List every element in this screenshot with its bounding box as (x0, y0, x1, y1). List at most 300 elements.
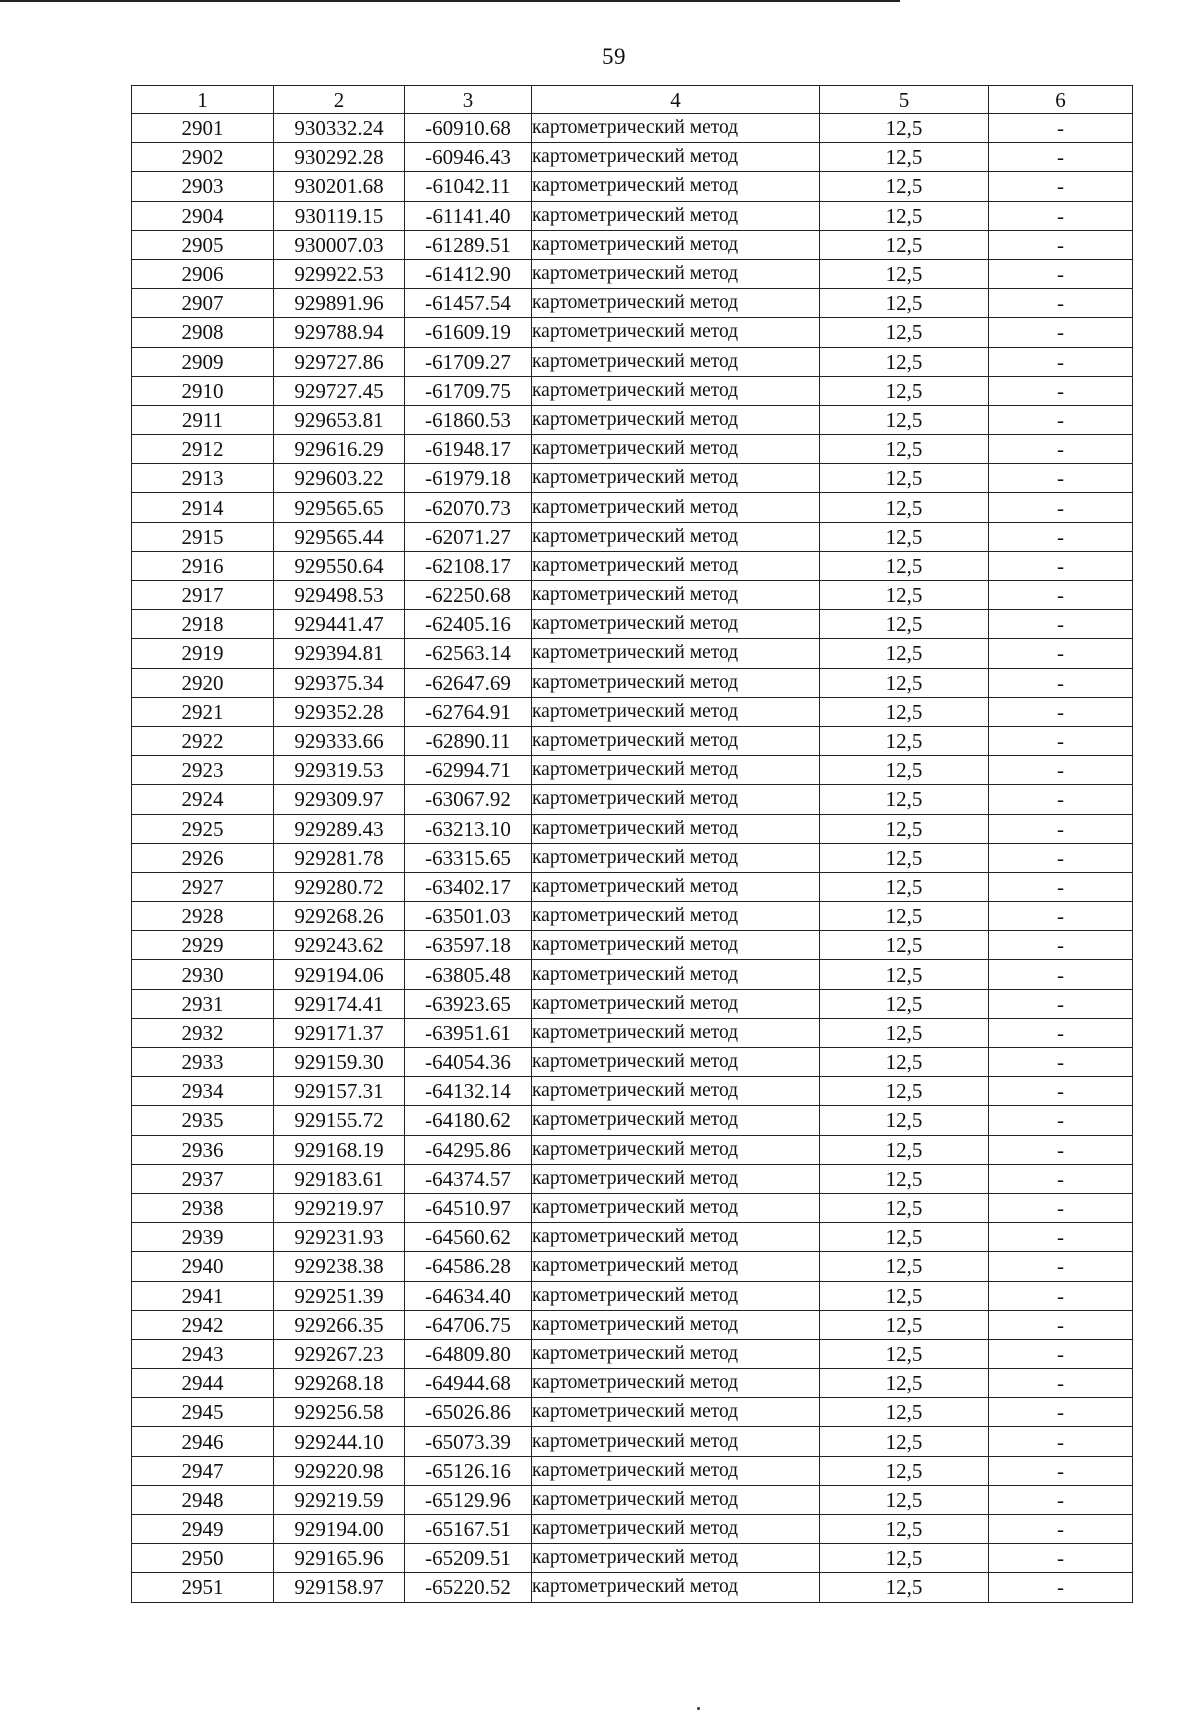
height-value-cell: - (989, 1515, 1133, 1544)
height-value-cell: - (989, 668, 1133, 697)
point-number-cell: 2943 (132, 1339, 274, 1368)
table-row (132, 259, 1133, 288)
height-value-cell: - (989, 756, 1133, 785)
method-cell: картометрический метод (532, 259, 820, 288)
height-value-cell: - (989, 697, 1133, 726)
y-coordinate-cell: -62070.73 (405, 493, 532, 522)
method-cell: картометрический метод (532, 1223, 820, 1252)
point-number-cell: 2950 (132, 1544, 274, 1573)
table-row (132, 1281, 1133, 1310)
table-row (132, 902, 1133, 931)
point-number-cell: 2926 (132, 843, 274, 872)
error-value-cell: 12,5 (820, 756, 989, 785)
point-number-cell: 2919 (132, 639, 274, 668)
y-coordinate-cell: -61609.19 (405, 318, 532, 347)
point-number-cell: 2933 (132, 1048, 274, 1077)
error-value-cell: 12,5 (820, 1485, 989, 1514)
y-coordinate-cell: -65126.16 (405, 1456, 532, 1485)
table-row (132, 1223, 1133, 1252)
table-row (132, 143, 1133, 172)
method-cell: картометрический метод (532, 376, 820, 405)
point-number-cell: 2944 (132, 1369, 274, 1398)
error-value-cell: 12,5 (820, 1398, 989, 1427)
y-coordinate-cell: -61979.18 (405, 464, 532, 493)
y-coordinate-cell: -65220.52 (405, 1573, 532, 1602)
table-row (132, 1573, 1133, 1602)
point-number-cell: 2913 (132, 464, 274, 493)
x-coordinate-cell: 929727.86 (274, 347, 405, 376)
table-row (132, 1485, 1133, 1514)
error-value-cell: 12,5 (820, 551, 989, 580)
height-value-cell: - (989, 1398, 1133, 1427)
x-coordinate-cell: 929244.10 (274, 1427, 405, 1456)
height-value-cell: - (989, 143, 1133, 172)
table-row (132, 639, 1133, 668)
error-value-cell: 12,5 (820, 726, 989, 755)
method-cell: картометрический метод (532, 230, 820, 259)
scan-mark (697, 1707, 700, 1710)
table-row (132, 1106, 1133, 1135)
method-cell: картометрический метод (532, 1048, 820, 1077)
method-cell: картометрический метод (532, 756, 820, 785)
x-coordinate-cell: 929219.59 (274, 1485, 405, 1514)
x-coordinate-cell: 929165.96 (274, 1544, 405, 1573)
point-number-cell: 2937 (132, 1164, 274, 1193)
table-row (132, 1515, 1133, 1544)
height-value-cell: - (989, 989, 1133, 1018)
height-value-cell: - (989, 1077, 1133, 1106)
x-coordinate-cell: 929309.97 (274, 785, 405, 814)
table-row (132, 610, 1133, 639)
method-cell: картометрический метод (532, 931, 820, 960)
table-row (132, 230, 1133, 259)
height-value-cell: - (989, 1048, 1133, 1077)
error-value-cell: 12,5 (820, 1339, 989, 1368)
height-value-cell: - (989, 201, 1133, 230)
y-coordinate-cell: -63951.61 (405, 1018, 532, 1047)
method-cell: картометрический метод (532, 114, 820, 143)
x-coordinate-cell: 929603.22 (274, 464, 405, 493)
error-value-cell: 12,5 (820, 376, 989, 405)
table-row (132, 931, 1133, 960)
x-coordinate-cell: 929550.64 (274, 551, 405, 580)
table-row (132, 872, 1133, 901)
method-cell: картометрический метод (532, 318, 820, 347)
header-col-3: 3 (405, 86, 532, 114)
error-value-cell: 12,5 (820, 1369, 989, 1398)
x-coordinate-cell: 929280.72 (274, 872, 405, 901)
table-row (132, 785, 1133, 814)
height-value-cell: - (989, 1193, 1133, 1222)
point-number-cell: 2908 (132, 318, 274, 347)
y-coordinate-cell: -64295.86 (405, 1135, 532, 1164)
method-cell: картометрический метод (532, 172, 820, 201)
method-cell: картометрический метод (532, 464, 820, 493)
y-coordinate-cell: -61709.75 (405, 376, 532, 405)
method-cell: картометрический метод (532, 1252, 820, 1281)
x-coordinate-cell: 929653.81 (274, 405, 405, 434)
height-value-cell: - (989, 347, 1133, 376)
error-value-cell: 12,5 (820, 1281, 989, 1310)
x-coordinate-cell: 929565.44 (274, 522, 405, 551)
y-coordinate-cell: -64944.68 (405, 1369, 532, 1398)
y-coordinate-cell: -64374.57 (405, 1164, 532, 1193)
header-col-4: 4 (532, 86, 820, 114)
error-value-cell: 12,5 (820, 989, 989, 1018)
x-coordinate-cell: 929319.53 (274, 756, 405, 785)
point-number-cell: 2947 (132, 1456, 274, 1485)
y-coordinate-cell: -64706.75 (405, 1310, 532, 1339)
x-coordinate-cell: 929267.23 (274, 1339, 405, 1368)
point-number-cell: 2909 (132, 347, 274, 376)
y-coordinate-cell: -63805.48 (405, 960, 532, 989)
method-cell: картометрический метод (532, 902, 820, 931)
error-value-cell: 12,5 (820, 464, 989, 493)
y-coordinate-cell: -65026.86 (405, 1398, 532, 1427)
table-row (132, 1135, 1133, 1164)
method-cell: картометрический метод (532, 668, 820, 697)
method-cell: картометрический метод (532, 785, 820, 814)
method-cell: картометрический метод (532, 581, 820, 610)
x-coordinate-cell: 929289.43 (274, 814, 405, 843)
error-value-cell: 12,5 (820, 435, 989, 464)
height-value-cell: - (989, 814, 1133, 843)
method-cell: картометрический метод (532, 1485, 820, 1514)
error-value-cell: 12,5 (820, 1077, 989, 1106)
table-row (132, 756, 1133, 785)
height-value-cell: - (989, 726, 1133, 755)
table-row (132, 1018, 1133, 1047)
point-number-cell: 2940 (132, 1252, 274, 1281)
table-row (132, 435, 1133, 464)
x-coordinate-cell: 929281.78 (274, 843, 405, 872)
table-body (132, 114, 1133, 1603)
error-value-cell: 12,5 (820, 1135, 989, 1164)
height-value-cell: - (989, 1281, 1133, 1310)
x-coordinate-cell: 930201.68 (274, 172, 405, 201)
point-number-cell: 2932 (132, 1018, 274, 1047)
error-value-cell: 12,5 (820, 668, 989, 697)
table-row (132, 522, 1133, 551)
method-cell: картометрический метод (532, 201, 820, 230)
error-value-cell: 12,5 (820, 1573, 989, 1602)
method-cell: картометрический метод (532, 493, 820, 522)
point-number-cell: 2901 (132, 114, 274, 143)
y-coordinate-cell: -65167.51 (405, 1515, 532, 1544)
table-row (132, 1164, 1133, 1193)
x-coordinate-cell: 929352.28 (274, 697, 405, 726)
method-cell: картометрический метод (532, 1135, 820, 1164)
y-coordinate-cell: -60946.43 (405, 143, 532, 172)
error-value-cell: 12,5 (820, 405, 989, 434)
height-value-cell: - (989, 435, 1133, 464)
point-number-cell: 2948 (132, 1485, 274, 1514)
height-value-cell: - (989, 1369, 1133, 1398)
y-coordinate-cell: -65073.39 (405, 1427, 532, 1456)
table-row (132, 581, 1133, 610)
table-row (132, 289, 1133, 318)
y-coordinate-cell: -62994.71 (405, 756, 532, 785)
x-coordinate-cell: 929183.61 (274, 1164, 405, 1193)
point-number-cell: 2941 (132, 1281, 274, 1310)
height-value-cell: - (989, 1573, 1133, 1602)
table-row (132, 1544, 1133, 1573)
y-coordinate-cell: -62108.17 (405, 551, 532, 580)
x-coordinate-cell: 929171.37 (274, 1018, 405, 1047)
point-number-cell: 2912 (132, 435, 274, 464)
x-coordinate-cell: 929727.45 (274, 376, 405, 405)
x-coordinate-cell: 929565.65 (274, 493, 405, 522)
x-coordinate-cell: 929159.30 (274, 1048, 405, 1077)
x-coordinate-cell: 929394.81 (274, 639, 405, 668)
point-number-cell: 2927 (132, 872, 274, 901)
height-value-cell: - (989, 114, 1133, 143)
error-value-cell: 12,5 (820, 289, 989, 318)
y-coordinate-cell: -62405.16 (405, 610, 532, 639)
point-number-cell: 2945 (132, 1398, 274, 1427)
y-coordinate-cell: -64634.40 (405, 1281, 532, 1310)
height-value-cell: - (989, 522, 1133, 551)
x-coordinate-cell: 929174.41 (274, 989, 405, 1018)
point-number-cell: 2936 (132, 1135, 274, 1164)
error-value-cell: 12,5 (820, 1544, 989, 1573)
height-value-cell: - (989, 172, 1133, 201)
height-value-cell: - (989, 405, 1133, 434)
point-number-cell: 2939 (132, 1223, 274, 1252)
error-value-cell: 12,5 (820, 201, 989, 230)
height-value-cell: - (989, 1456, 1133, 1485)
header-col-5: 5 (820, 86, 989, 114)
x-coordinate-cell: 929157.31 (274, 1077, 405, 1106)
height-value-cell: - (989, 289, 1133, 318)
error-value-cell: 12,5 (820, 1048, 989, 1077)
error-value-cell: 12,5 (820, 843, 989, 872)
point-number-cell: 2942 (132, 1310, 274, 1339)
method-cell: картометрический метод (532, 1515, 820, 1544)
point-number-cell: 2905 (132, 230, 274, 259)
point-number-cell: 2925 (132, 814, 274, 843)
error-value-cell: 12,5 (820, 493, 989, 522)
y-coordinate-cell: -63501.03 (405, 902, 532, 931)
height-value-cell: - (989, 843, 1133, 872)
error-value-cell: 12,5 (820, 785, 989, 814)
y-coordinate-cell: -64560.62 (405, 1223, 532, 1252)
method-cell: картометрический метод (532, 1544, 820, 1573)
point-number-cell: 2924 (132, 785, 274, 814)
method-cell: картометрический метод (532, 1369, 820, 1398)
height-value-cell: - (989, 785, 1133, 814)
y-coordinate-cell: -62890.11 (405, 726, 532, 755)
height-value-cell: - (989, 1310, 1133, 1339)
x-coordinate-cell: 929256.58 (274, 1398, 405, 1427)
error-value-cell: 12,5 (820, 1223, 989, 1252)
table-row (132, 1048, 1133, 1077)
top-rule (0, 0, 900, 2)
height-value-cell: - (989, 872, 1133, 901)
error-value-cell: 12,5 (820, 960, 989, 989)
error-value-cell: 12,5 (820, 1164, 989, 1193)
x-coordinate-cell: 929333.66 (274, 726, 405, 755)
point-number-cell: 2921 (132, 697, 274, 726)
height-value-cell: - (989, 230, 1133, 259)
y-coordinate-cell: -64809.80 (405, 1339, 532, 1368)
error-value-cell: 12,5 (820, 1193, 989, 1222)
x-coordinate-cell: 930332.24 (274, 114, 405, 143)
table-row (132, 376, 1133, 405)
coordinates-table (131, 85, 1133, 1603)
method-cell: картометрический метод (532, 1106, 820, 1135)
point-number-cell: 2915 (132, 522, 274, 551)
point-number-cell: 2930 (132, 960, 274, 989)
point-number-cell: 2928 (132, 902, 274, 931)
method-cell: картометрический метод (532, 610, 820, 639)
y-coordinate-cell: -65209.51 (405, 1544, 532, 1573)
x-coordinate-cell: 929441.47 (274, 610, 405, 639)
y-coordinate-cell: -62563.14 (405, 639, 532, 668)
point-number-cell: 2920 (132, 668, 274, 697)
table-row (132, 318, 1133, 347)
method-cell: картометрический метод (532, 1077, 820, 1106)
method-cell: картометрический метод (532, 1018, 820, 1047)
y-coordinate-cell: -64180.62 (405, 1106, 532, 1135)
height-value-cell: - (989, 1135, 1133, 1164)
x-coordinate-cell: 929219.97 (274, 1193, 405, 1222)
x-coordinate-cell: 929268.18 (274, 1369, 405, 1398)
y-coordinate-cell: -61042.11 (405, 172, 532, 201)
point-number-cell: 2904 (132, 201, 274, 230)
y-coordinate-cell: -64510.97 (405, 1193, 532, 1222)
y-coordinate-cell: -61412.90 (405, 259, 532, 288)
table-row (132, 1252, 1133, 1281)
method-cell: картометрический метод (532, 989, 820, 1018)
height-value-cell: - (989, 376, 1133, 405)
error-value-cell: 12,5 (820, 1515, 989, 1544)
method-cell: картометрический метод (532, 1164, 820, 1193)
point-number-cell: 2902 (132, 143, 274, 172)
error-value-cell: 12,5 (820, 1252, 989, 1281)
table-row (132, 1339, 1133, 1368)
height-value-cell: - (989, 931, 1133, 960)
method-cell: картометрический метод (532, 1573, 820, 1602)
method-cell: картометрический метод (532, 551, 820, 580)
method-cell: картометрический метод (532, 347, 820, 376)
method-cell: картометрический метод (532, 697, 820, 726)
header-col-2: 2 (274, 86, 405, 114)
y-coordinate-cell: -62764.91 (405, 697, 532, 726)
table-row (132, 1456, 1133, 1485)
point-number-cell: 2907 (132, 289, 274, 318)
y-coordinate-cell: -64586.28 (405, 1252, 532, 1281)
y-coordinate-cell: -61860.53 (405, 405, 532, 434)
y-coordinate-cell: -61709.27 (405, 347, 532, 376)
method-cell: картометрический метод (532, 143, 820, 172)
error-value-cell: 12,5 (820, 114, 989, 143)
method-cell: картометрический метод (532, 1281, 820, 1310)
table-row (132, 551, 1133, 580)
x-coordinate-cell: 929268.26 (274, 902, 405, 931)
error-value-cell: 12,5 (820, 259, 989, 288)
method-cell: картометрический метод (532, 1398, 820, 1427)
method-cell: картометрический метод (532, 814, 820, 843)
height-value-cell: - (989, 1427, 1133, 1456)
error-value-cell: 12,5 (820, 610, 989, 639)
error-value-cell: 12,5 (820, 697, 989, 726)
table-row (132, 697, 1133, 726)
point-number-cell: 2938 (132, 1193, 274, 1222)
header-col-1: 1 (132, 86, 274, 114)
table-row (132, 843, 1133, 872)
y-coordinate-cell: -60910.68 (405, 114, 532, 143)
x-coordinate-cell: 929616.29 (274, 435, 405, 464)
point-number-cell: 2951 (132, 1573, 274, 1602)
error-value-cell: 12,5 (820, 931, 989, 960)
table-row (132, 960, 1133, 989)
y-coordinate-cell: -63067.92 (405, 785, 532, 814)
point-number-cell: 2918 (132, 610, 274, 639)
y-coordinate-cell: -61141.40 (405, 201, 532, 230)
x-coordinate-cell: 930292.28 (274, 143, 405, 172)
y-coordinate-cell: -63402.17 (405, 872, 532, 901)
table-row (132, 114, 1133, 143)
method-cell: картометрический метод (532, 1456, 820, 1485)
x-coordinate-cell: 929375.34 (274, 668, 405, 697)
y-coordinate-cell: -63923.65 (405, 989, 532, 1018)
x-coordinate-cell: 929220.98 (274, 1456, 405, 1485)
table-row (132, 1369, 1133, 1398)
x-coordinate-cell: 929168.19 (274, 1135, 405, 1164)
height-value-cell: - (989, 1252, 1133, 1281)
point-number-cell: 2923 (132, 756, 274, 785)
table-row (132, 493, 1133, 522)
x-coordinate-cell: 929498.53 (274, 581, 405, 610)
point-number-cell: 2911 (132, 405, 274, 434)
x-coordinate-cell: 929231.93 (274, 1223, 405, 1252)
table-row (132, 989, 1133, 1018)
error-value-cell: 12,5 (820, 347, 989, 376)
y-coordinate-cell: -61948.17 (405, 435, 532, 464)
table-row (132, 1077, 1133, 1106)
error-value-cell: 12,5 (820, 639, 989, 668)
y-coordinate-cell: -61457.54 (405, 289, 532, 318)
y-coordinate-cell: -62250.68 (405, 581, 532, 610)
error-value-cell: 12,5 (820, 1427, 989, 1456)
height-value-cell: - (989, 1223, 1133, 1252)
table-row (132, 726, 1133, 755)
method-cell: картометрический метод (532, 960, 820, 989)
point-number-cell: 2903 (132, 172, 274, 201)
point-number-cell: 2934 (132, 1077, 274, 1106)
height-value-cell: - (989, 259, 1133, 288)
method-cell: картометрический метод (532, 1310, 820, 1339)
x-coordinate-cell: 929243.62 (274, 931, 405, 960)
table-row (132, 1427, 1133, 1456)
y-coordinate-cell: -63213.10 (405, 814, 532, 843)
method-cell: картометрический метод (532, 289, 820, 318)
error-value-cell: 12,5 (820, 902, 989, 931)
y-coordinate-cell: -61289.51 (405, 230, 532, 259)
table-row (132, 1193, 1133, 1222)
height-value-cell: - (989, 581, 1133, 610)
height-value-cell: - (989, 493, 1133, 522)
y-coordinate-cell: -62647.69 (405, 668, 532, 697)
error-value-cell: 12,5 (820, 1456, 989, 1485)
method-cell: картометрический метод (532, 1193, 820, 1222)
method-cell: картометрический метод (532, 1427, 820, 1456)
header-col-6: 6 (989, 86, 1133, 114)
height-value-cell: - (989, 1544, 1133, 1573)
error-value-cell: 12,5 (820, 1106, 989, 1135)
y-coordinate-cell: -63315.65 (405, 843, 532, 872)
